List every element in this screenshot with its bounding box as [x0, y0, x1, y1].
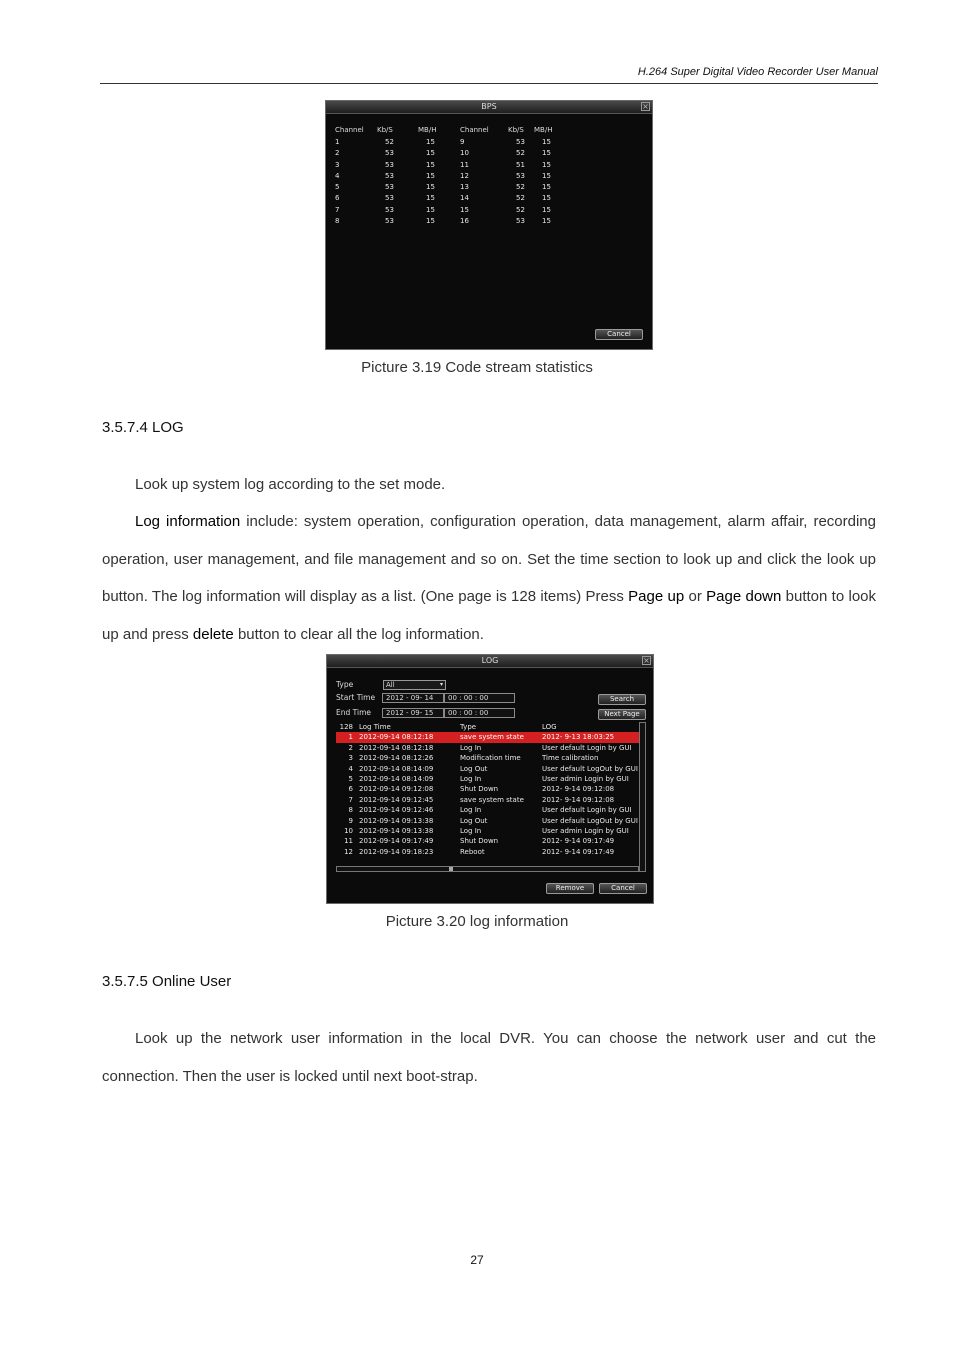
page-number: 27	[470, 1253, 484, 1267]
row-type: Log In	[460, 806, 482, 815]
table-row[interactable]	[336, 774, 639, 784]
end-time-field[interactable]: 00 : 00 : 00	[444, 708, 515, 718]
table-row[interactable]	[336, 805, 639, 815]
close-icon[interactable]: ×	[643, 656, 650, 665]
table-row[interactable]	[336, 764, 639, 774]
row-log: User default Login by GUI	[542, 806, 632, 815]
bps-kbs-list-left: 52 53 53 53 53 53 53 53	[385, 138, 394, 226]
row-type: Shut Down	[460, 785, 499, 794]
row-log-time: 2012-09-14 09:13:38	[359, 816, 434, 825]
row-log: User default Login by GUI	[542, 743, 632, 752]
running-header: H.264 Super Digital Video Recorder User Manual	[637, 66, 878, 78]
row-type: Log Out	[460, 816, 488, 825]
bps-header-kbs: Kb/S	[377, 126, 393, 134]
row-log-time: 2012-09-14 09:13:38	[359, 827, 434, 835]
table-row[interactable]	[336, 836, 639, 846]
bps-title: BPS	[481, 102, 497, 111]
type-dropdown[interactable]	[383, 680, 446, 690]
search-button[interactable]: Search	[598, 694, 646, 705]
start-time-field[interactable]: 00 : 00 : 00	[444, 693, 515, 703]
row-log-time: 2012-09-14 09:12:45	[359, 795, 434, 804]
row-number: 4	[348, 764, 353, 773]
paragraph-log-info-text-3: button to look up and press	[102, 588, 876, 643]
log-table-header	[336, 722, 639, 732]
bps-channel-list-left: 1 2 3 4 5 6 7 8	[335, 138, 340, 226]
remove-button[interactable]: Remove	[546, 883, 594, 894]
row-log: User admin Login by GUI	[542, 827, 629, 835]
row-log-time: 2012-09-14 09:17:49	[359, 837, 434, 846]
row-number: 9	[348, 816, 353, 825]
vertical-scrollbar[interactable]	[639, 722, 646, 872]
row-number: 7	[348, 795, 353, 804]
row-log-time: 2012-09-14 09:12:08	[359, 785, 434, 794]
figure-caption-bps: Picture 3.19 Code stream statistics	[361, 359, 593, 376]
row-log-time: 2012-09-14 09:12:46	[359, 806, 434, 815]
paragraph-log-info-text-2: or	[684, 588, 707, 606]
keyword-page-down: Page down	[706, 588, 782, 606]
row-log: 2012- 9-13 18:03:25	[542, 733, 615, 742]
table-row[interactable]	[336, 743, 639, 753]
row-log-time: 2012-09-14 09:18:23	[359, 847, 434, 856]
bps-header-channel-2: Channel	[460, 126, 489, 134]
table-row[interactable]	[336, 784, 639, 794]
row-log: Time calibration	[542, 754, 599, 763]
header-rule	[100, 83, 878, 84]
row-number: 2	[348, 743, 353, 752]
paragraph-log-info	[102, 503, 876, 653]
paragraph-log-intro-text: Look up system log according to the set mode.	[135, 476, 446, 493]
bps-header-mbh-2: MB/H	[534, 126, 553, 134]
bps-mbh-list-right: 15 15 15 15 15 15 15 15	[542, 138, 551, 226]
row-type: Shut Down	[460, 837, 499, 846]
row-log: User default LogOut by GUI	[542, 764, 638, 773]
chevron-down-icon: ▾	[439, 681, 443, 688]
end-time-label: End Time	[336, 708, 371, 717]
close-icon[interactable]: ×	[642, 102, 649, 111]
keyword-log-information: Log information	[135, 513, 241, 530]
cancel-button[interactable]: Cancel	[599, 883, 647, 894]
cancel-button[interactable]: Cancel	[595, 329, 643, 340]
header-log: LOG	[542, 723, 557, 731]
row-log: 2012- 9-14 09:17:49	[542, 837, 615, 846]
table-row[interactable]	[336, 732, 639, 742]
table-row[interactable]	[336, 795, 639, 805]
paragraph-online-user	[102, 1020, 876, 1095]
row-log-time: 2012-09-14 08:12:18	[359, 743, 434, 752]
table-row[interactable]	[336, 816, 639, 826]
header-type: Type	[460, 723, 477, 731]
bps-window	[325, 100, 653, 350]
bps-header-mbh: MB/H	[418, 126, 437, 134]
keyword-delete: delete	[192, 625, 234, 643]
row-type: save system state	[460, 795, 524, 804]
section-heading-online-user: 3.5.7.5 Online User	[102, 973, 232, 990]
bps-mbh-list-left: 15 15 15 15 15 15 15 15	[426, 138, 435, 226]
row-log-time: 2012-09-14 08:12:26	[359, 754, 434, 763]
row-log: User admin Login by GUI	[542, 775, 629, 783]
type-dropdown-value: All	[386, 681, 395, 689]
row-number: 5	[348, 775, 353, 783]
row-log: 2012- 9-14 09:17:49	[542, 847, 615, 856]
row-number: 10	[344, 827, 353, 835]
figure-caption-log: Picture 3.20 log information	[385, 913, 569, 930]
paragraph-log-intro	[102, 466, 876, 504]
table-row[interactable]	[336, 753, 639, 763]
end-date-field[interactable]: 2012 - 09- 15	[382, 708, 444, 718]
row-type: Modification time	[460, 754, 521, 763]
row-type: Log In	[460, 743, 482, 752]
paragraph-online-user-text: Look up the network user information in the local DVR. You can choose the network user and cut the connection. Then the user is locked until next boot-strap.	[102, 1030, 876, 1085]
header-count: 128	[339, 723, 353, 731]
bps-kbs-list-right: 53 52 51 53 52 52 52 53	[516, 138, 525, 226]
row-type: Log Out	[460, 764, 488, 773]
row-log: 2012- 9-14 09:12:08	[542, 785, 615, 794]
start-date-field[interactable]: 2012 - 09- 14	[382, 693, 444, 703]
log-window	[326, 654, 654, 904]
scroll-thumb[interactable]	[449, 867, 453, 871]
row-number: 6	[348, 785, 353, 794]
row-log-time: 2012-09-14 08:14:09	[359, 764, 434, 773]
keyword-page-up: Page up	[628, 588, 685, 606]
horizontal-scrollbar[interactable]	[336, 866, 639, 872]
bps-header-kbs-2: Kb/S	[508, 126, 524, 134]
row-type: save system state	[460, 733, 524, 742]
row-type: Log In	[460, 775, 482, 783]
log-title: LOG	[481, 656, 499, 665]
row-number: 8	[348, 806, 353, 815]
bps-header-channel: Channel	[335, 126, 364, 134]
type-label: Type	[336, 680, 354, 689]
next-page-button[interactable]: Next Page	[598, 709, 646, 720]
row-type: Log In	[460, 827, 482, 835]
row-log-time: 2012-09-14 08:12:18	[359, 733, 434, 742]
section-heading-log: 3.5.7.4 LOG	[102, 419, 184, 436]
paragraph-log-info-text-1: include: system operation, configuration operation, data management, alarm affair, recording operation, user management, and file management and so on. Set the time section to look up and click the look up button. The log information will display as a list. (One page is 128 items) Press	[102, 513, 876, 606]
table-row[interactable]	[336, 847, 639, 857]
row-number: 12	[344, 847, 353, 856]
header-log-time: Log Time	[359, 723, 391, 731]
row-number: 11	[344, 837, 353, 846]
row-number: 1	[348, 733, 353, 742]
row-log: User default LogOut by GUI	[542, 816, 638, 825]
row-log: 2012- 9-14 09:12:08	[542, 795, 615, 804]
paragraph-log-info-text-4: button to clear all the log information.	[233, 625, 484, 643]
row-type: Reboot	[460, 847, 485, 856]
table-row[interactable]	[336, 826, 639, 836]
row-number: 3	[348, 754, 353, 763]
start-time-label: Start Time	[336, 693, 376, 702]
bps-channel-list-right: 9 10 11 12 13 14 15 16	[460, 138, 469, 226]
row-log-time: 2012-09-14 08:14:09	[359, 775, 434, 783]
